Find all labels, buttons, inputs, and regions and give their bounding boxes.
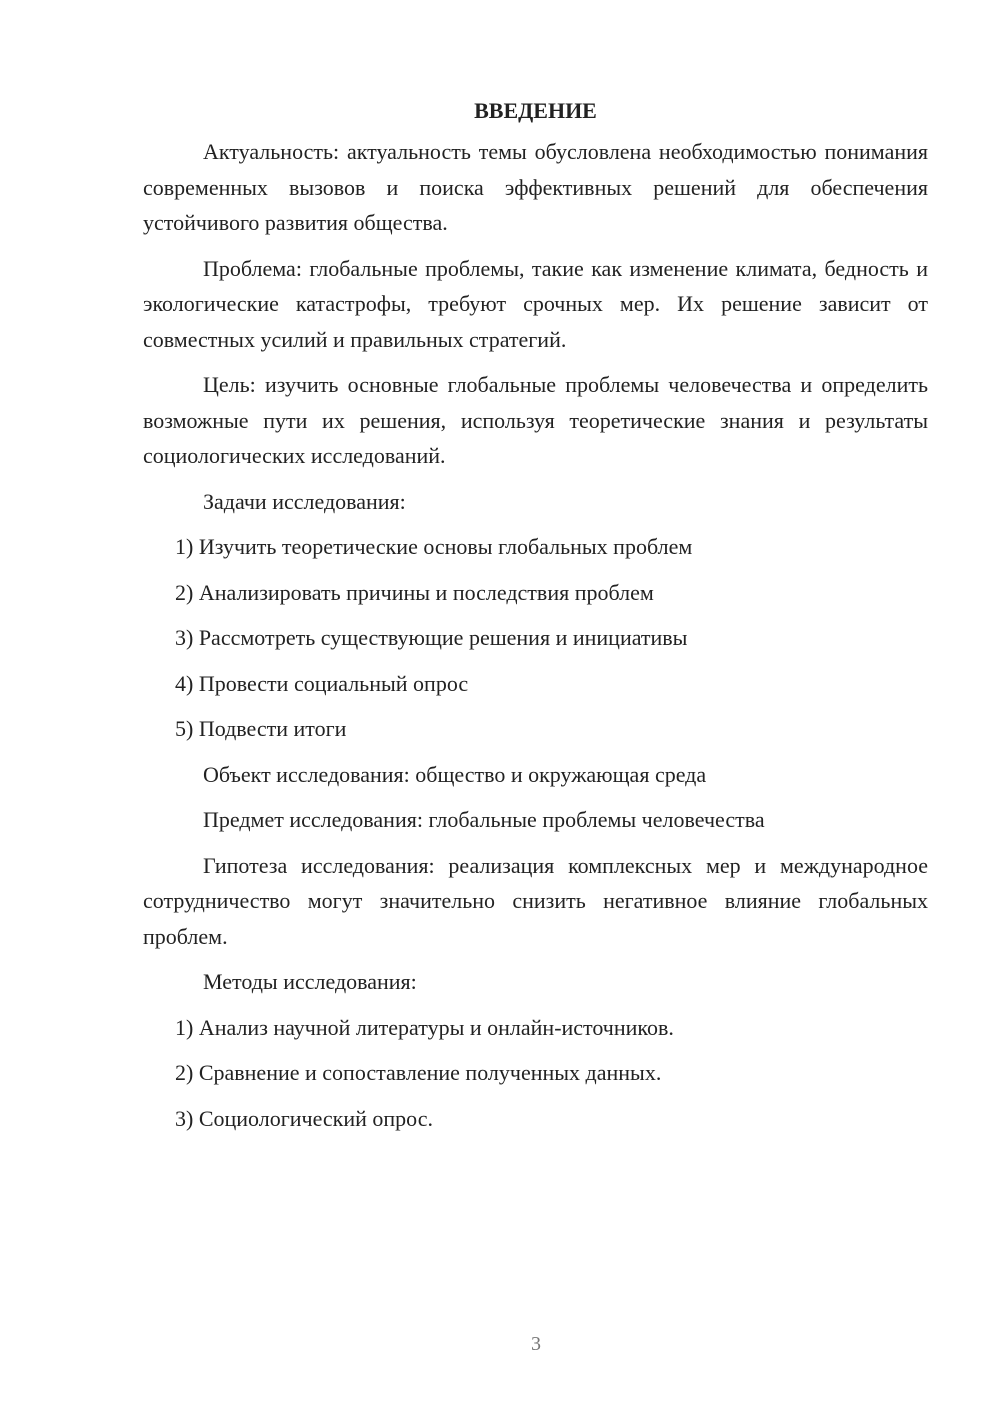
relevance-paragraph: Актуальность: актуальность темы обусловлена необходимостью понимания современных вызовов и поиска эффективных решений для обеспечения устойчивого развития общества. — [143, 139, 928, 235]
methods-heading: Методы исследования: — [203, 969, 417, 994]
research-object: Объект исследования: общество и окружающая среда — [203, 761, 707, 787]
method-item-2: 2) Сравнение и сопоставление полученных данных. — [175, 1060, 662, 1085]
hypothesis-paragraph: Гипотеза исследования: реализация комплексных мер и международное сотрудничество могут значительно снизить негативное влияние глобальных проблем. — [143, 852, 928, 949]
task-item-1: 1) Изучить теоретические основы глобальных проблем — [175, 534, 693, 559]
task-item-3: 3) Рассмотреть существующие решения и инициативы — [175, 625, 688, 650]
goal-paragraph: Цель: изучить основные глобальные проблемы человечества и определить возможные пути их решения, используя теоретические знания и результаты социологических исследований. — [143, 372, 928, 468]
task-item-4: 4) Провести социальный опрос — [175, 670, 469, 696]
method-item-3: 3) Социологический опрос. — [175, 1105, 433, 1131]
task-item-2: 2) Анализировать причины и последствия проблем — [175, 579, 654, 605]
page-content — [143, 93, 928, 1146]
method-item-1: 1) Анализ научной литературы и онлайн-источников. — [175, 1014, 674, 1040]
research-subject: Предмет исследования: глобальные проблемы человечества — [203, 807, 765, 832]
task-item-5: 5) Подвести итоги — [175, 716, 347, 741]
tasks-heading: Задачи исследования: — [203, 488, 406, 514]
section-title: ВВЕДЕНИЕ — [474, 98, 597, 123]
problem-paragraph: Проблема: глобальные проблемы, такие как изменение климата, бедность и экологические катастрофы, требуют срочных мер. Их решение зависит от совместных усилий и правильных стратегий. — [143, 255, 928, 352]
page-number: 3 — [531, 1333, 541, 1355]
